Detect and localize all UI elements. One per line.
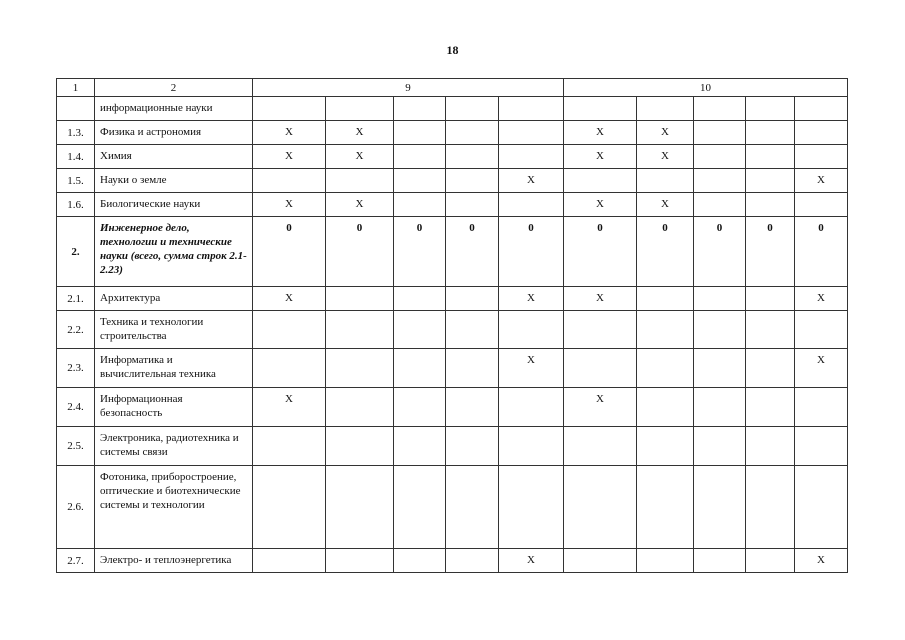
row-code: 1.4.	[57, 145, 95, 169]
row-mark-cell	[446, 97, 499, 121]
header-row	[57, 79, 848, 97]
row-mark-cell	[746, 169, 795, 193]
table-row	[57, 193, 848, 217]
row-mark-cell: X	[499, 349, 564, 388]
row-mark-cell	[326, 388, 394, 427]
row-mark-cell: X	[795, 169, 848, 193]
row-mark-cell	[499, 388, 564, 427]
row-name: Информатика и вычислительная техника	[95, 349, 253, 388]
row-mark-cell	[795, 427, 848, 466]
row-mark-cell	[637, 97, 694, 121]
row-mark-cell	[326, 169, 394, 193]
table-row	[57, 349, 848, 388]
row-mark-cell	[564, 349, 637, 388]
row-mark-cell	[795, 193, 848, 217]
row-mark-cell	[446, 466, 499, 549]
row-code: 2.2.	[57, 311, 95, 349]
row-mark-cell	[394, 549, 446, 573]
row-mark-cell: X	[795, 349, 848, 388]
row-name: Фотоника, приборостроение, оптические и биотехнические системы и технологии	[95, 466, 253, 549]
row-mark-cell	[694, 388, 746, 427]
row-mark-cell	[394, 193, 446, 217]
row-mark-cell	[746, 193, 795, 217]
row-mark-cell: X	[326, 121, 394, 145]
row-code: 1.6.	[57, 193, 95, 217]
row-code: 2.3.	[57, 349, 95, 388]
row-mark-cell	[564, 427, 637, 466]
row-mark-cell	[326, 466, 394, 549]
row-mark-cell	[326, 311, 394, 349]
row-mark-cell	[795, 388, 848, 427]
row-mark-cell	[637, 169, 694, 193]
row-mark-cell	[326, 97, 394, 121]
row-mark-cell	[746, 145, 795, 169]
row-mark-cell	[394, 169, 446, 193]
row-mark-cell	[795, 97, 848, 121]
row-mark-cell: 0	[446, 217, 499, 287]
row-mark-cell	[394, 349, 446, 388]
row-mark-cell	[446, 311, 499, 349]
row-code	[57, 97, 95, 121]
row-mark-cell: X	[637, 145, 694, 169]
row-mark-cell: X	[326, 145, 394, 169]
row-mark-cell	[394, 388, 446, 427]
row-mark-cell	[499, 311, 564, 349]
row-mark-cell	[446, 169, 499, 193]
row-mark-cell	[499, 466, 564, 549]
row-mark-cell	[394, 97, 446, 121]
row-mark-cell	[694, 121, 746, 145]
row-mark-cell	[326, 287, 394, 311]
row-mark-cell: X	[564, 145, 637, 169]
row-mark-cell: X	[795, 549, 848, 573]
table-row	[57, 169, 848, 193]
row-mark-cell: X	[253, 287, 326, 311]
row-name: Инженерное дело, технологии и технические науки (всего, сумма строк 2.1-2.23)	[95, 217, 253, 287]
row-mark-cell	[394, 145, 446, 169]
table-row	[57, 287, 848, 311]
row-mark-cell	[694, 287, 746, 311]
row-mark-cell	[499, 121, 564, 145]
row-mark-cell	[746, 349, 795, 388]
row-mark-cell: 0	[253, 217, 326, 287]
row-mark-cell	[564, 169, 637, 193]
row-mark-cell: 0	[326, 217, 394, 287]
row-mark-cell	[446, 349, 499, 388]
row-code: 1.3.	[57, 121, 95, 145]
row-mark-cell: 0	[394, 217, 446, 287]
table-row	[57, 466, 848, 549]
row-mark-cell	[746, 549, 795, 573]
row-mark-cell	[694, 311, 746, 349]
row-mark-cell	[795, 311, 848, 349]
row-mark-cell	[253, 97, 326, 121]
row-mark-cell: X	[637, 121, 694, 145]
row-mark-cell: X	[326, 193, 394, 217]
row-mark-cell: X	[637, 193, 694, 217]
header-col-1: 1	[57, 79, 95, 97]
row-code: 2.6.	[57, 466, 95, 549]
table-row	[57, 427, 848, 466]
row-mark-cell	[446, 145, 499, 169]
row-mark-cell	[746, 311, 795, 349]
row-mark-cell	[253, 169, 326, 193]
row-code: 1.5.	[57, 169, 95, 193]
row-mark-cell	[694, 169, 746, 193]
row-name: Электро- и теплоэнергетика	[95, 549, 253, 573]
row-mark-cell	[253, 311, 326, 349]
row-mark-cell	[746, 287, 795, 311]
row-mark-cell	[694, 145, 746, 169]
row-name: Архитектура	[95, 287, 253, 311]
row-mark-cell: X	[253, 145, 326, 169]
row-mark-cell: X	[499, 549, 564, 573]
header-col-9: 9	[253, 79, 564, 97]
row-mark-cell	[326, 349, 394, 388]
row-mark-cell	[795, 145, 848, 169]
row-mark-cell: X	[499, 287, 564, 311]
page-number: 18	[446, 43, 459, 57]
row-mark-cell	[394, 427, 446, 466]
row-mark-cell	[694, 549, 746, 573]
row-mark-cell	[499, 193, 564, 217]
row-mark-cell	[637, 466, 694, 549]
table-row	[57, 388, 848, 427]
row-mark-cell: 0	[564, 217, 637, 287]
row-code: 2.7.	[57, 549, 95, 573]
row-mark-cell: X	[253, 193, 326, 217]
row-mark-cell: X	[499, 169, 564, 193]
row-mark-cell	[253, 466, 326, 549]
row-mark-cell	[499, 145, 564, 169]
row-mark-cell	[637, 349, 694, 388]
row-mark-cell	[746, 388, 795, 427]
row-mark-cell	[637, 388, 694, 427]
row-mark-cell	[326, 549, 394, 573]
row-code: 2.4.	[57, 388, 95, 427]
row-mark-cell	[637, 427, 694, 466]
row-mark-cell	[394, 466, 446, 549]
table-row	[57, 121, 848, 145]
row-name: Электроника, радиотехника и системы связи	[95, 427, 253, 466]
row-mark-cell	[637, 287, 694, 311]
row-mark-cell	[564, 549, 637, 573]
row-mark-cell	[446, 549, 499, 573]
row-name: Информационная безопасность	[95, 388, 253, 427]
row-mark-cell	[446, 121, 499, 145]
row-name: Техника и технологии строительства	[95, 311, 253, 349]
row-mark-cell: X	[253, 388, 326, 427]
row-mark-cell	[746, 466, 795, 549]
row-mark-cell	[795, 466, 848, 549]
row-mark-cell	[446, 193, 499, 217]
row-mark-cell	[499, 97, 564, 121]
row-mark-cell: X	[564, 121, 637, 145]
table-row	[57, 311, 848, 349]
row-mark-cell	[795, 121, 848, 145]
row-mark-cell	[746, 97, 795, 121]
row-mark-cell: 0	[637, 217, 694, 287]
row-mark-cell	[253, 349, 326, 388]
row-mark-cell	[394, 121, 446, 145]
row-mark-cell	[326, 427, 394, 466]
row-mark-cell	[446, 427, 499, 466]
row-mark-cell	[394, 287, 446, 311]
row-mark-cell	[253, 427, 326, 466]
data-table	[56, 78, 848, 573]
header-col-10: 10	[564, 79, 848, 97]
row-mark-cell: 0	[795, 217, 848, 287]
row-mark-cell: X	[253, 121, 326, 145]
row-name: Химия	[95, 145, 253, 169]
row-code: 2.5.	[57, 427, 95, 466]
row-name: Биологические науки	[95, 193, 253, 217]
row-mark-cell	[637, 549, 694, 573]
row-name: Физика и астрономия	[95, 121, 253, 145]
table-row	[57, 145, 848, 169]
row-mark-cell	[446, 287, 499, 311]
row-mark-cell: 0	[694, 217, 746, 287]
row-mark-cell	[746, 427, 795, 466]
row-mark-cell	[637, 311, 694, 349]
row-code: 2.	[57, 217, 95, 287]
row-name: Науки о земле	[95, 169, 253, 193]
row-mark-cell	[499, 427, 564, 466]
row-mark-cell	[694, 427, 746, 466]
row-mark-cell: X	[564, 287, 637, 311]
row-mark-cell: X	[564, 193, 637, 217]
row-name: информационные науки	[95, 97, 253, 121]
row-mark-cell	[694, 193, 746, 217]
row-mark-cell	[564, 466, 637, 549]
row-mark-cell: X	[795, 287, 848, 311]
row-mark-cell	[446, 388, 499, 427]
row-mark-cell	[694, 97, 746, 121]
header-col-2: 2	[95, 79, 253, 97]
row-mark-cell	[694, 349, 746, 388]
table-row	[57, 217, 848, 287]
row-code: 2.1.	[57, 287, 95, 311]
row-mark-cell	[746, 121, 795, 145]
row-mark-cell: X	[564, 388, 637, 427]
table-body	[57, 97, 848, 573]
row-mark-cell	[564, 311, 637, 349]
row-mark-cell	[564, 97, 637, 121]
row-mark-cell	[394, 311, 446, 349]
table-row	[57, 549, 848, 573]
row-mark-cell: 0	[746, 217, 795, 287]
row-mark-cell	[253, 549, 326, 573]
table-row	[57, 97, 848, 121]
row-mark-cell: 0	[499, 217, 564, 287]
row-mark-cell	[694, 466, 746, 549]
